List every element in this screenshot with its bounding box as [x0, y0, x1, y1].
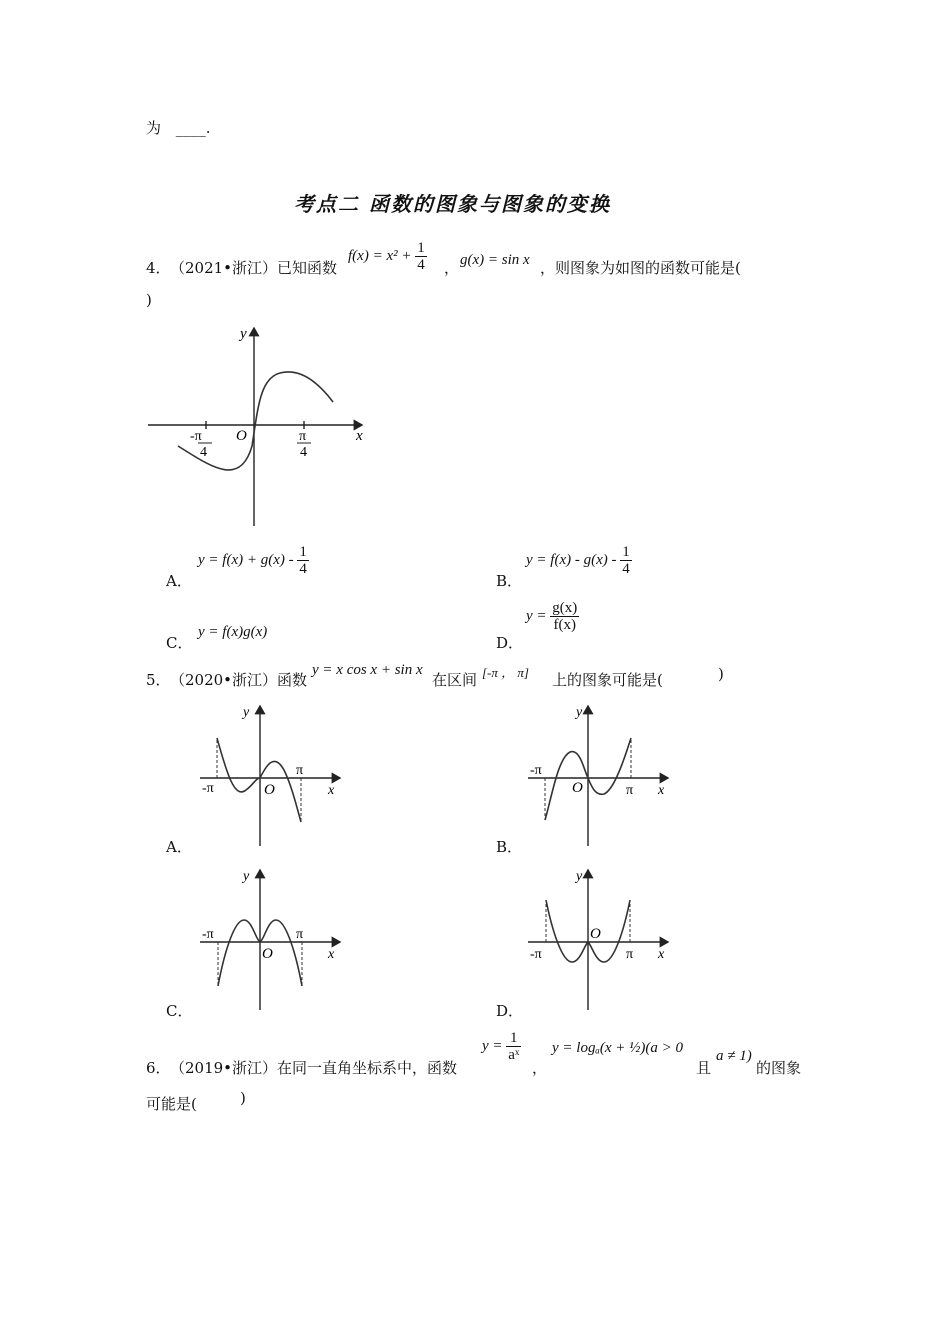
fragment-lead: 为: [146, 119, 162, 137]
q4-option-b-expr[interactable]: [526, 544, 632, 577]
q5-option-a[interactable]: A．: [166, 838, 192, 856]
q4-ask: ，则图象为如图的函数可能是(: [540, 259, 741, 277]
q4-y-label: y: [240, 326, 247, 342]
q5c-pi: π: [296, 927, 304, 942]
q4-neg-tick-den: 4: [200, 445, 207, 460]
q5c-origin: O: [262, 946, 273, 962]
q5-function: y = x cos x + sin x: [312, 662, 423, 678]
q6-and: 且: [696, 1059, 712, 1077]
q4-option-c-expr[interactable]: y = f(x)g(x): [198, 624, 268, 640]
q5b-y-label: y: [576, 705, 583, 720]
q5-option-b[interactable]: B．: [496, 838, 523, 856]
q5-graph-d: [524, 864, 674, 1014]
q5-graph-a: [196, 700, 346, 850]
q4-option-d-expr[interactable]: [526, 600, 579, 633]
q6-func1-frac: $\frac{1}{\text{aˣ}}$: [508, 1030, 520, 1063]
q4-comma: ，: [444, 259, 460, 277]
q4-option-d-frac: $\frac{g(x)}{f(x)}$: [552, 600, 578, 633]
q5a-y-label: y: [243, 705, 250, 720]
q4-f-fraction: $\frac{1}{4}$: [417, 240, 425, 273]
q5-close-paren: ): [718, 665, 724, 683]
q5a-pi: π: [296, 763, 304, 778]
q4-option-b-frac: $\frac{1}{4}$: [622, 544, 630, 577]
q6-source: （2019•浙江）在同一直角坐标系中，函数: [170, 1059, 458, 1077]
q4-g-definition: g(x) = sin x: [460, 252, 530, 268]
q5d-pi: π: [626, 947, 634, 962]
q4-option-b-text: y = f(x) - g(x) -: [526, 551, 617, 568]
q5-option-c[interactable]: C．: [166, 1002, 193, 1020]
q5-interval-lead: 在区间: [432, 671, 478, 689]
q5d-x-label: x: [658, 947, 665, 962]
q5-option-d[interactable]: D．: [496, 1002, 524, 1020]
q4-option-a-expr[interactable]: [198, 544, 309, 577]
q5c-y-label: y: [243, 869, 250, 884]
q4-graph: [140, 318, 380, 530]
q5b-neg-pi: -π: [530, 763, 542, 778]
q4-option-d-letter[interactable]: D．: [496, 634, 524, 652]
q4-pos-tick-num: π: [299, 429, 307, 444]
q4-pos-tick-den: 4: [300, 445, 307, 460]
q5c-neg-pi: -π: [202, 927, 214, 942]
q4-number: 4．: [146, 259, 171, 277]
q6-tail: 的图象: [756, 1059, 802, 1077]
q5d-origin: O: [590, 926, 601, 942]
section-title: 考点二 函数的图象与图象的变换: [294, 192, 611, 216]
q5-graph-c: [196, 864, 346, 1014]
fragment-end: .: [205, 119, 211, 137]
q5-graph-b: [524, 700, 674, 850]
q5a-origin: O: [264, 782, 275, 798]
q4-x-label: x: [356, 428, 363, 444]
q4-option-d-text: y =: [526, 607, 547, 624]
q5d-y-label: y: [576, 869, 583, 884]
q4-option-b-letter[interactable]: B．: [496, 572, 523, 590]
q5-source: （2020•浙江）函数: [170, 671, 308, 689]
q5a-neg-pi: -π: [202, 781, 214, 796]
q4-origin-label: O: [236, 428, 247, 444]
q5b-pi: π: [626, 783, 634, 798]
q5c-x-label: x: [328, 947, 335, 962]
fragment-line: [146, 118, 211, 138]
q6-ask: 可能是(: [146, 1095, 197, 1113]
q6-comma: ，: [532, 1059, 548, 1077]
q4-option-a-frac: $\frac{1}{4}$: [299, 544, 307, 577]
q5-interval: [-π ， π]: [482, 665, 529, 680]
q6-func1: [482, 1030, 521, 1063]
q4-neg-tick-num: -π: [190, 429, 202, 444]
q4-f-definition: [348, 240, 427, 273]
q5b-x-label: x: [658, 783, 665, 798]
q4-option-c-letter[interactable]: C．: [166, 634, 193, 652]
q6-cond: a ≠ 1): [716, 1048, 752, 1064]
q6-func1-lead: y =: [482, 1037, 503, 1054]
answer-blank: ____: [175, 119, 206, 137]
q5-number: 5．: [146, 671, 171, 689]
q5a-x-label: x: [328, 783, 335, 798]
q5d-neg-pi: -π: [530, 947, 542, 962]
q5-ask: 上的图象可能是(: [552, 671, 663, 689]
q6-func2: y = logₐ(x + ½)(a > 0: [552, 1040, 683, 1056]
q6-close-paren: ): [240, 1089, 246, 1107]
q4-source: （2021•浙江）已知函数: [170, 259, 338, 277]
q4-f-prefix: f(x) = x² +: [348, 247, 412, 264]
q4-option-a-text: y = f(x) + g(x) -: [198, 551, 294, 568]
q6-number: 6．: [146, 1059, 171, 1077]
q4-option-a-letter[interactable]: A．: [166, 572, 192, 590]
q5b-origin: O: [572, 780, 583, 796]
q4-close-paren: ): [146, 291, 152, 309]
